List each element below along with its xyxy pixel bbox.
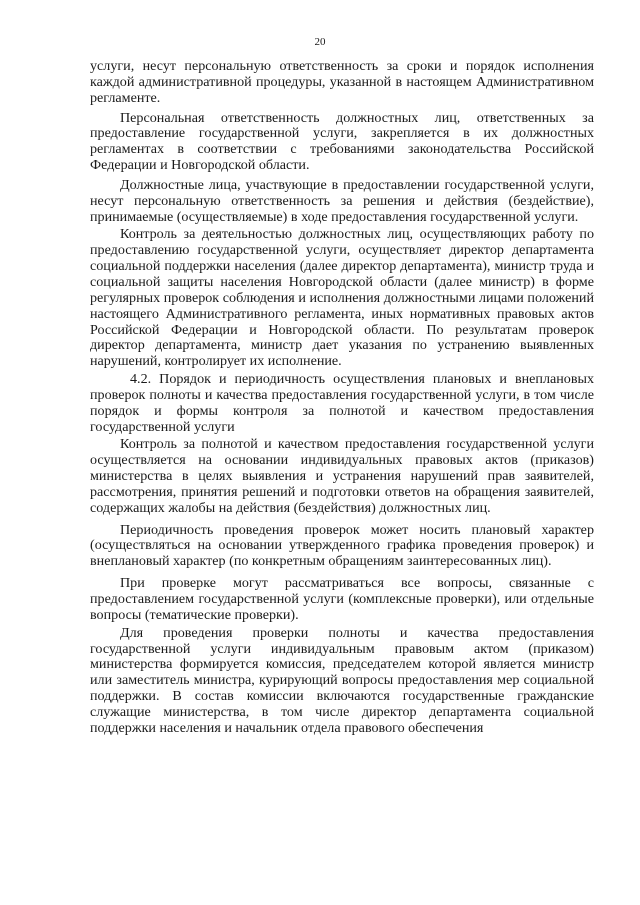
section-heading-4-2: 4.2. Порядок и периодичность осуществления плановых и внеплановых проверок полноты и качества предоставления государственной услуги, в том числе порядок и формы контроля за полнотой и качеством предоставления государственной услуги bbox=[90, 371, 594, 435]
paragraph-inspection-scope: При проверке могут рассматриваться все вопросы, связанные с предоставлением государственной услуги (комплексные проверки), или отдельные вопросы (тематические проверки). bbox=[90, 575, 594, 623]
paragraph-officials-responsibility: Должностные лица, участвующие в предоставлении государственной услуги, несут персональную ответственность за решения и действия (бездействие), принимаемые (осуществляемые) в ходе предоставления государственной услуги. bbox=[90, 176, 594, 225]
paragraph-commission: Для проведения проверки полноты и качества предоставления государственной услуги индивидуальным правовым актом (приказом) министерства формируется комиссия, председателем которой является министр или заместитель министра, курирующий вопросы предоставления мер социальной поддержки. В состав комиссии включаются государственные гражданские служащие министерства, в том числе директор департамента социальной поддержки населения и начальник отдела правового обеспечения bbox=[90, 624, 594, 736]
page-number: 20 bbox=[314, 36, 326, 48]
paragraph-inspection-frequency: Периодичность проведения проверок может носить плановый характер (осуществляться на основании утвержденного графика проведения проверок) и внеплановый характер (по конкретным обращениям заинтересованных лиц). bbox=[90, 521, 594, 570]
document-body bbox=[90, 59, 594, 737]
paragraph-quality-control: Контроль за полнотой и качеством предоставления государственной услуги осуществляется на основании индивидуальных правовых актов (приказов) министерства в целях выявления и устранения нарушений прав заявителей, рассмотрения, принятия решений и подготовки ответов на обращения заявителей, содержащих жалобы на действия (бездействия) должностных лиц. bbox=[90, 436, 594, 516]
paragraph-personal-responsibility: Персональная ответственность должностных лиц, ответственных за предоставление государственной услуги, закрепляется в их должностных регламентах в соответствии с требованиями законодательства Российской Федерации и Новгородской области. bbox=[90, 109, 594, 174]
paragraph-control-activities: Контроль за деятельностью должностных лиц, осуществляющих работу по предоставлению государственной услуги, осуществляет директор департамента социальной поддержки населения (далее директор департамента), министр труда и социальной защиты населения Новгородской области (далее министр) в форме регулярных проверок соблюдения и исполнения должностными лицами положений настоящего Административного регламента, иных нормативных правовых актов Российской Федерации и Новгородской области. По результатам проверок директор департамента, министр дает указания по устранению выявленных нарушений, контролирует их исполнение. bbox=[90, 226, 594, 370]
paragraph-continuation: услуги, несут персональную ответственность за сроки и порядок исполнения каждой административной процедуры, указанной в настоящем Административном регламенте. bbox=[90, 58, 594, 106]
